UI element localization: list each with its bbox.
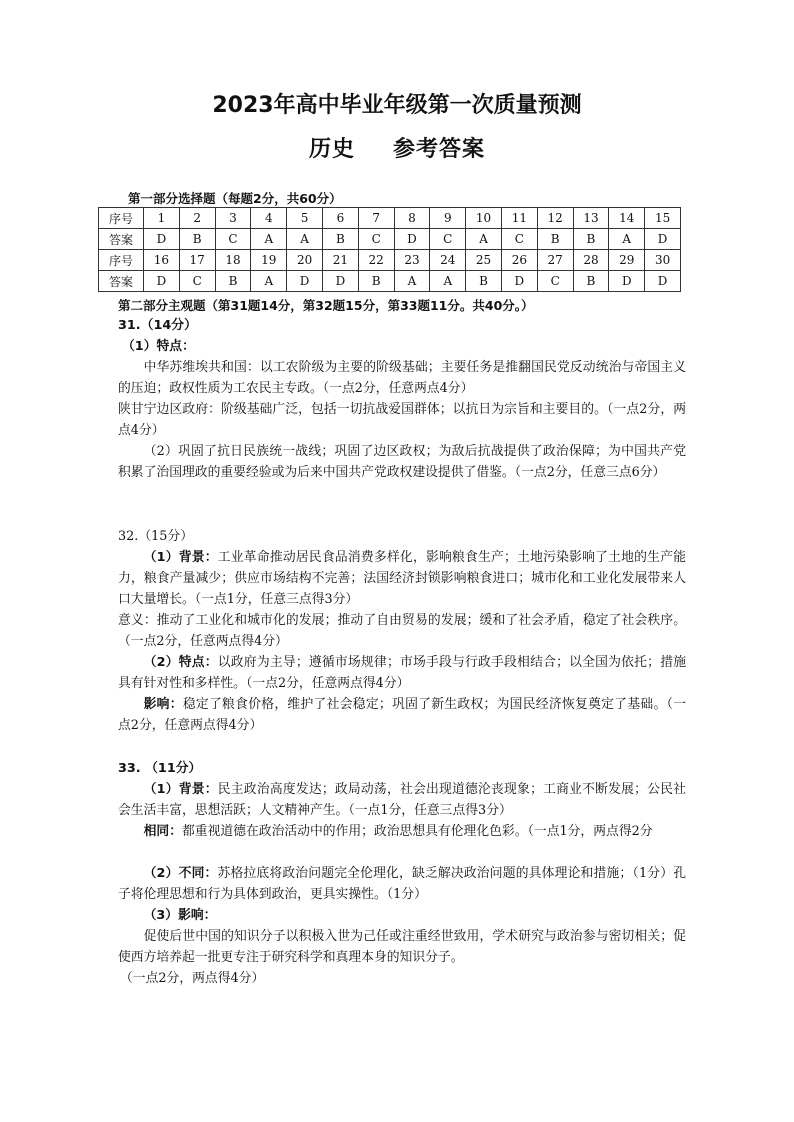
page-subtitle bbox=[0, 132, 794, 163]
question-number-cell: 25 bbox=[466, 250, 502, 271]
answer-cell: B bbox=[573, 271, 609, 292]
subject-label: 历史 bbox=[308, 137, 355, 162]
question-number-cell: 2 bbox=[179, 208, 215, 229]
answer-cell: B bbox=[573, 229, 609, 250]
table-row-numbers bbox=[99, 208, 681, 229]
q31-para2: 陕甘宁边区政府：阶级基础广泛，包括一切抗战爱国群体；以抗日为宗旨和主要目的。（一点2分，两点4分） bbox=[118, 402, 686, 438]
answer-cell: D bbox=[394, 229, 430, 250]
question-number-cell: 24 bbox=[430, 250, 466, 271]
answer-cell: A bbox=[287, 229, 323, 250]
row-label-answer: 答案 bbox=[99, 271, 144, 292]
answer-cell: B bbox=[466, 271, 502, 292]
table-row-answers bbox=[99, 229, 681, 250]
q32-heading: 32.（15分） bbox=[118, 529, 194, 544]
answer-cell: D bbox=[645, 229, 681, 250]
question-number-cell: 15 bbox=[645, 208, 681, 229]
answer-cell: C bbox=[501, 229, 537, 250]
answer-cell: A bbox=[394, 271, 430, 292]
question-number-cell: 19 bbox=[251, 250, 287, 271]
question-number-cell: 7 bbox=[358, 208, 394, 229]
question-number-cell: 18 bbox=[215, 250, 251, 271]
q31-para3: （2）巩固了抗日民族统一战线；巩固了边区政权；为敌后抗战提供了政治保障；为中国共产党积累了治国理政的重要经验或为后来中国共产党政权建设提供了借鉴。（一点2分，任意三点6分） bbox=[118, 444, 686, 480]
answer-cell: A bbox=[430, 271, 466, 292]
page-title: 2023年高中毕业年级第一次质量预测 bbox=[212, 93, 582, 118]
answer-cell: B bbox=[358, 271, 394, 292]
question-number-cell: 17 bbox=[179, 250, 215, 271]
q31-sub1: （1）特点： bbox=[122, 339, 195, 354]
question-number-cell: 12 bbox=[537, 208, 573, 229]
answer-cell: B bbox=[322, 229, 358, 250]
question-number-cell: 5 bbox=[287, 208, 323, 229]
row-label-answer: 答案 bbox=[99, 229, 144, 250]
question-number-cell: 29 bbox=[609, 250, 645, 271]
row-label-number: 序号 bbox=[99, 250, 144, 271]
part1-heading: 第一部分选择题（每题2分，共60分） bbox=[128, 191, 342, 206]
answer-cell: C bbox=[179, 271, 215, 292]
answer-cell: B bbox=[215, 271, 251, 292]
q31-heading: 31.（14分） bbox=[118, 318, 197, 333]
answer-cell: D bbox=[144, 229, 180, 250]
answer-cell: B bbox=[537, 229, 573, 250]
question-number-cell: 16 bbox=[144, 250, 180, 271]
answer-cell: A bbox=[609, 229, 645, 250]
question-number-cell: 13 bbox=[573, 208, 609, 229]
answer-cell: C bbox=[215, 229, 251, 250]
answer-cell: B bbox=[179, 229, 215, 250]
question-number-cell: 22 bbox=[358, 250, 394, 271]
q33-para3: （2）不同：苏格拉底将政治问题完全伦理化，缺乏解决政治问题的具体理论和措施；（1分）孔子将伦理思想和行为具体到政治，更具实操性。（1分） bbox=[118, 866, 686, 902]
q32-para1: （1）背景：工业革命推动居民食品消费多样化，影响粮食生产；土地污染影响了土地的生产能力，粮食产量减少；供应市场结构不完善；法国经济封锁影响粮食进口；城市化和工业化发展带来人口大量增长。（一点1分，任意三点得3分） bbox=[118, 550, 687, 607]
q33-para2: 相同：都重视道德在政治活动中的作用；政治思想具有伦理化色彩。（一点1分，两点得2分 bbox=[143, 824, 653, 839]
question-number-cell: 8 bbox=[394, 208, 430, 229]
answer-table bbox=[98, 207, 681, 292]
answer-cell: C bbox=[537, 271, 573, 292]
q32-para4: 影响：稳定了粮食价格，维护了社会稳定；巩固了新生政权；为国民经济恢复奠定了基础。（一点2分，任意两点得4分） bbox=[118, 697, 687, 733]
question-number-cell: 30 bbox=[645, 250, 681, 271]
answer-cell: A bbox=[466, 229, 502, 250]
row-label-number: 序号 bbox=[99, 208, 144, 229]
answer-cell: C bbox=[430, 229, 466, 250]
q33-para1: （1）背景：民主政治高度发达；政局动荡，社会出现道德沦丧现象；工商业不断发展；公民社会生活丰富，思想活跃；人文精神产生。（一点1分，任意三点得3分） bbox=[118, 782, 687, 818]
q33-para5: 促使后世中国的知识分子以积极入世为己任或注重经世致用，学术研究与政治参与密切相关；促使西方培养起一批更专注于研究科学和真理本身的知识分子。 bbox=[118, 929, 686, 965]
answer-cell: D bbox=[322, 271, 358, 292]
answer-cell: D bbox=[609, 271, 645, 292]
question-number-cell: 3 bbox=[215, 208, 251, 229]
answer-key-label: 参考答案 bbox=[393, 137, 486, 162]
question-number-cell: 1 bbox=[144, 208, 180, 229]
answer-cell: A bbox=[251, 229, 287, 250]
table-row-answers bbox=[99, 271, 681, 292]
answer-cell: D bbox=[287, 271, 323, 292]
q31-para1: 中华苏维埃共和国：以工农阶级为主要的阶级基础；主要任务是推翻国民党反动统治与帝国主义的压迫；政权性质为工农民主专政。（一点2分，任意两点4分） bbox=[118, 360, 686, 396]
answer-cell: D bbox=[501, 271, 537, 292]
question-number-cell: 6 bbox=[322, 208, 358, 229]
question-number-cell: 10 bbox=[466, 208, 502, 229]
table-row-numbers bbox=[99, 250, 681, 271]
question-number-cell: 28 bbox=[573, 250, 609, 271]
question-number-cell: 14 bbox=[609, 208, 645, 229]
question-number-cell: 23 bbox=[394, 250, 430, 271]
q33-para6: （一点2分，两点得4分） bbox=[120, 971, 265, 986]
question-number-cell: 20 bbox=[287, 250, 323, 271]
question-number-cell: 27 bbox=[537, 250, 573, 271]
question-number-cell: 9 bbox=[430, 208, 466, 229]
question-number-cell: 11 bbox=[501, 208, 537, 229]
part2-heading: 第二部分主观题（第31题14分，第32题15分，第33题11分。共40分。） bbox=[118, 298, 534, 313]
q32-para3: （2）特点：以政府为主导；遵循市场规律；市场手段与行政手段相结合；以全国为依托；措施具有针对性和多样性。（一点2分，任意两点得4分） bbox=[118, 655, 687, 691]
answer-cell: C bbox=[358, 229, 394, 250]
question-number-cell: 21 bbox=[322, 250, 358, 271]
question-number-cell: 26 bbox=[501, 250, 537, 271]
q33-heading: 33. （11分） bbox=[118, 761, 202, 776]
answer-cell: A bbox=[251, 271, 287, 292]
q32-para2: 意义：推动了工业化和城市化的发展；推动了自由贸易的发展；缓和了社会矛盾，稳定了社会秩序。（一点2分，任意两点得4分） bbox=[118, 613, 686, 649]
answer-cell: D bbox=[144, 271, 180, 292]
answer-cell: D bbox=[645, 271, 681, 292]
q33-para4: （3）影响： bbox=[143, 908, 217, 923]
question-number-cell: 4 bbox=[251, 208, 287, 229]
